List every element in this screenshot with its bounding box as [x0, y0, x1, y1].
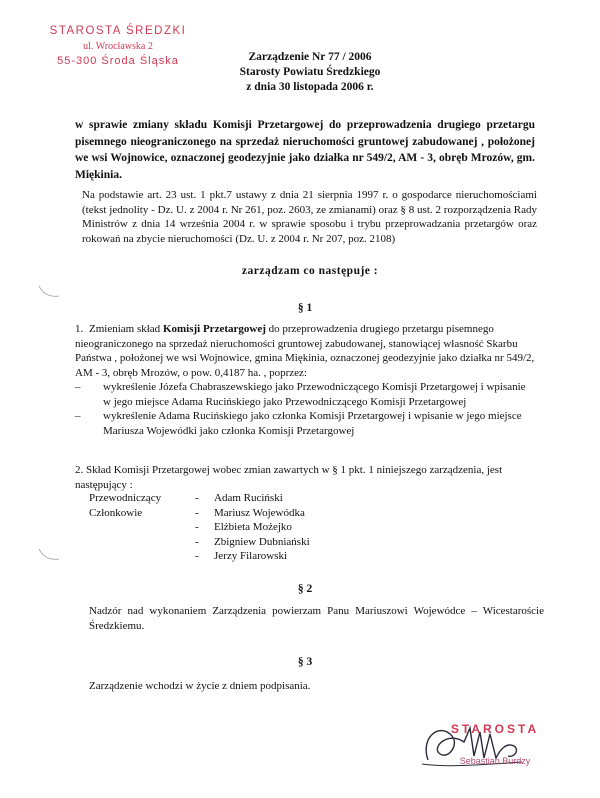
member-name: Adam Ruciński — [214, 492, 283, 504]
member-name: Jerzy Filarowski — [214, 550, 288, 562]
title-line-1: Zarządzenie Nr 77 / 2006 — [248, 51, 372, 63]
stamp-line-1: STAROSTA ŚREDZKI — [49, 25, 187, 37]
point-1-commission-name: Komisji Przetargowej — [162, 323, 266, 335]
office-stamp — [28, 24, 208, 68]
member-separator: - — [195, 506, 199, 519]
member-role: Członkowie — [89, 506, 143, 519]
point-1-list — [75, 380, 535, 438]
section-2-paragraph: Nadzór nad wykonaniem Zarządzenia powierzam Panu Mariuszowi Wojewódce – Wicestaroście Średzkiemu. — [89, 605, 544, 632]
member-name: Mariusz Wojewódka — [214, 506, 305, 519]
decree-statement: zarządzam co następuje : — [241, 265, 379, 277]
dash-bullet: – — [75, 410, 81, 422]
point-1-number: 1. — [75, 323, 84, 335]
title-line-2: Starosty Powiatu Średzkiego — [239, 66, 381, 78]
stamp-line-2: ul. Wrocławska 2 — [83, 41, 153, 52]
title-line-3: z dnia 30 listopada 2006 r. — [246, 81, 374, 93]
point-2: 2. Skład Komisji Przetargowej wobec zmian zawartych w § 1 pkt. 1 niniejszego zarządzenia, jest następujący : — [75, 464, 503, 491]
list-item — [75, 409, 535, 438]
dash-bullet: – — [75, 381, 81, 393]
signature-stamp — [420, 720, 570, 766]
member-name: Elżbieta Możejko — [214, 521, 292, 533]
subject-paragraph: w sprawie zmiany składu Komisji Przetargowej do przeprowadzenia drugiego przetargu pisemnego nieograniczonego na sprzedaż nieruchomości gruntowej zabudowanej , położonej we wsi Wojnowice, oznaczonej geodezyjnie jako działka nr 549/2, AM - 3, obręb Mrozów, gm. Miękinia. — [75, 119, 535, 181]
member-separator: - — [195, 521, 199, 533]
stamp-line-3: 55-300 Środa Śląska — [57, 55, 179, 67]
section-1-heading: § 1 — [297, 302, 313, 314]
member-name: Zbigniew Dubniański — [214, 535, 310, 548]
margin-mark — [35, 282, 65, 302]
member-separator: - — [195, 535, 199, 548]
section-3-paragraph: Zarządzenie wchodzi w życie z dniem podpisania. — [89, 680, 311, 692]
list-item-text: wykreślenie Adama Rucińskiego jako członka Komisji Przetargowej i wpisanie w jego miejsce Mariusza Wojewódki jako członka Komisji Przetargowej — [103, 410, 522, 437]
point-1-intro-b: do przeprowadzenia drugiego przetargu pisemnego nieograniczonego na sprzedaż nieruchomości gruntowej zabudowanej, stanowiącej własność Skarbu Państwa , położonej we wsi Wojnowice, gmina Miękinia, oznaczonej geodezyjnie jako działka nr 549/2, AM - 3, obręb Mrozów, o pow. 0,4187 ha. , poprzez: — [75, 323, 535, 379]
member-separator: - — [195, 492, 199, 504]
section-2-heading: § 2 — [297, 583, 313, 595]
section-3-heading: § 3 — [297, 656, 313, 668]
document-title — [200, 50, 420, 95]
member-separator: - — [195, 550, 199, 562]
margin-mark — [35, 545, 65, 565]
section-1-paragraph — [75, 322, 535, 438]
legal-basis-paragraph: Na podstawie art. 23 ust. 1 pkt.7 ustawy z dnia 21 sierpnia 1997 r. o gospodarce nieruchomościami (tekst jednolity - Dz. U. z 2004 r. Nr 261, poz. 2603, ze zmianami) oraz § 8 ust. 2 rozporządzenia Rady Ministrów z dnia 14 września 2004 r. w sprawie sposobu i trybu przeprowadzania przetargów oraz rokowań na zbycie nieruchomości (Dz. U. z 2004 r. Nr 207, poz. 2108) — [82, 189, 537, 245]
list-item-text: wykreślenie Józefa Chabraszewskiego jako Przewodniczącego Komisji Przetargowej i wpisanie w jego miejsce Adama Rucińskiego jako Przewodniczącego Komisji Przetargowej — [103, 381, 526, 408]
point-1 — [75, 322, 535, 380]
signature-stamp-title: STAROSTA — [450, 722, 540, 736]
member-role: Przewodniczący — [89, 492, 162, 504]
list-item — [75, 380, 535, 409]
signature-stamp-name: Sebastian Burdzy — [459, 756, 531, 766]
point-1-intro-a: Zmieniam skład — [89, 323, 163, 335]
